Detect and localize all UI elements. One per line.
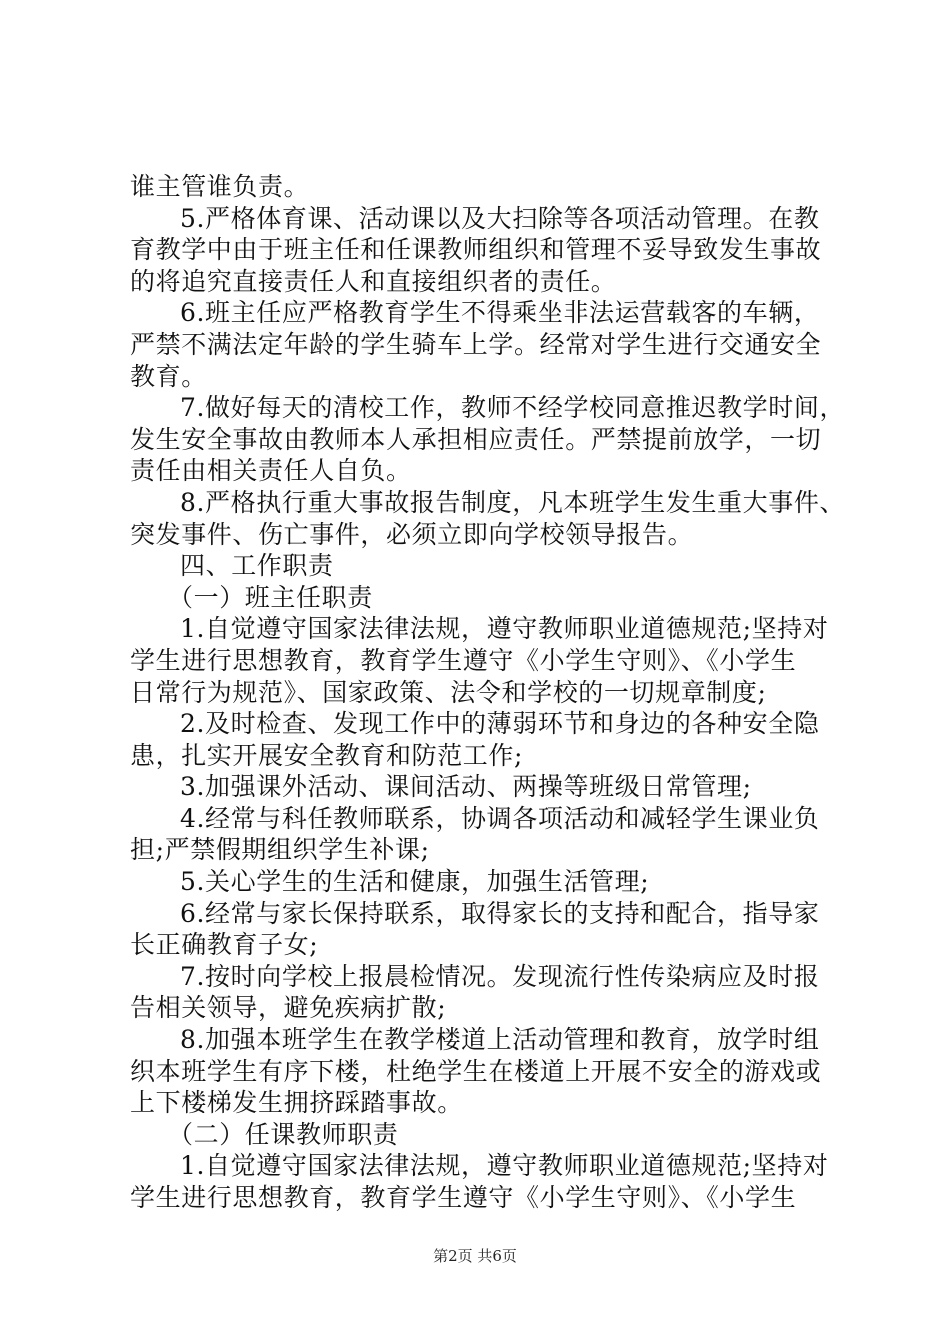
text-line: 日常行为规范》、国家政策、法令和学校的一切规章制度; [130, 677, 767, 707]
document-body [130, 171, 846, 1214]
text-line: 发生安全事故由教师本人承担相应责任。严禁提前放学，一切 [130, 424, 822, 454]
text-line: 8.严格执行重大事故报告制度，凡本班学生发生重大事件、 [180, 487, 846, 517]
text-line: 7.做好每天的清校工作，教师不经学校同意推迟教学时间， [180, 393, 846, 423]
subsection-heading: （一）班主任职责 [168, 582, 373, 612]
text-line: 1.自觉遵守国家法律法规，遵守教师职业道德规范;坚持对 [180, 614, 829, 644]
subsection-heading: （二）任课教师职责 [168, 1119, 399, 1149]
text-line: 学生进行思想教育，教育学生遵守《小学生守则》、《小学生 [130, 1183, 797, 1212]
text-line: 6.班主任应严格教育学生不得乘坐非法运营载客的车辆， [180, 298, 820, 328]
text-line: 的将追究直接责任人和直接组织者的责任。 [130, 266, 617, 296]
text-line: 4.经常与科任教师联系，协调各项活动和减轻学生课业负 [180, 803, 820, 833]
text-line: 教育。 [130, 361, 207, 391]
text-line: 2.及时检查、发现工作中的薄弱环节和身边的各种安全隐 [180, 709, 820, 739]
text-line: 5.关心学生的生活和健康，加强生活管理; [180, 867, 650, 897]
text-line: 责任由相关责任人自负。 [130, 456, 412, 486]
text-line: 严禁不满法定年龄的学生骑车上学。经常对学生进行交通安全 [130, 329, 822, 359]
text-line: 突发事件、伤亡事件，必须立即向学校领导报告。 [130, 519, 694, 549]
text-line: 患，扎实开展安全教育和防范工作; [130, 740, 524, 770]
text-line: 上下楼梯发生拥挤踩踏事故。 [130, 1088, 463, 1118]
text-line: 7.按时向学校上报晨检情况。发现流行性传染病应及时报 [180, 961, 820, 991]
text-line: 担;严禁假期组织学生补课; [130, 835, 430, 865]
text-line: 织本班学生有序下楼，杜绝学生在楼道上开展不安全的游戏或 [130, 1056, 822, 1086]
text-line: 8.加强本班学生在教学楼道上活动管理和教育，放学时组 [180, 1025, 820, 1055]
text-line: 学生进行思想教育，教育学生遵守《小学生守则》、《小学生 [130, 645, 797, 675]
text-line: 5.严格体育课、活动课以及大扫除等各项活动管理。在教 [180, 203, 820, 233]
text-line: 长正确教育子女; [130, 930, 319, 960]
text-line: 谁主管谁负责。 [130, 172, 310, 201]
text-line: 6.经常与家长保持联系，取得家长的支持和配合，指导家 [180, 898, 820, 928]
text-line: 育教学中由于班主任和任课教师组织和管理不妥导致发生事故 [130, 235, 822, 265]
text-line: 1.自觉遵守国家法律法规，遵守教师职业道德规范;坚持对 [180, 1151, 829, 1181]
page-number-footer: 第2页 共6页 [433, 1247, 517, 1265]
text-line: 3.加强课外活动、课间活动、两操等班级日常管理; [180, 772, 752, 802]
section-heading: 四、工作职责 [180, 551, 334, 581]
text-line: 告相关领导，避免疾病扩散; [130, 993, 447, 1023]
